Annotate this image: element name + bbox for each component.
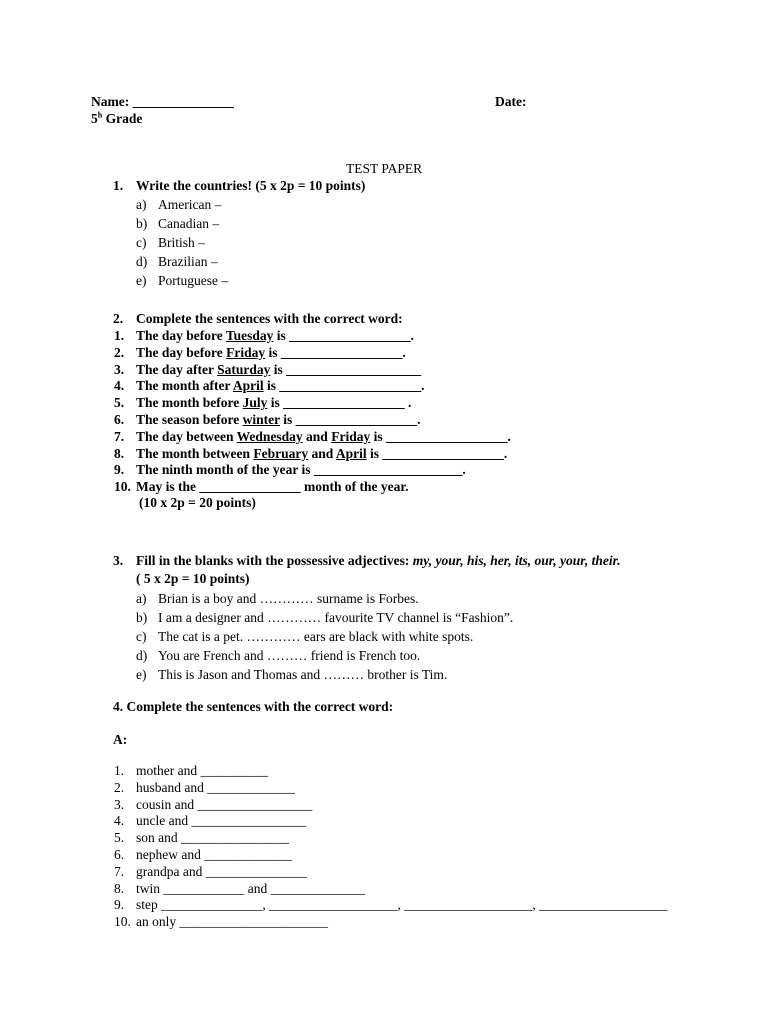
list-item: 10. an only ______________________ bbox=[114, 914, 328, 930]
section-1-list bbox=[136, 195, 229, 290]
list-item: e) Portuguese – bbox=[136, 273, 229, 288]
list-item: 2. The day before Friday is __________________. bbox=[114, 344, 406, 360]
list-item: d) Brazilian – bbox=[136, 254, 218, 269]
list-item: 7. The day between Wednesday and Friday is __________________. bbox=[114, 428, 511, 444]
list-item: b) Canadian – bbox=[136, 216, 220, 231]
list-item: 1. The day before Tuesday is __________________. bbox=[114, 328, 415, 343]
list-item: 5. son and ________________ bbox=[114, 830, 289, 846]
list-item: 8. twin ____________ and ______________ bbox=[114, 880, 366, 896]
list-item: a) American – bbox=[136, 197, 222, 212]
list-item: e) This is Jason and Thomas and ……… brother is Tim. bbox=[136, 667, 448, 682]
section-1-number: 1. bbox=[113, 178, 124, 193]
section-1-heading: Write the countries! (5 x 2p = 10 points) bbox=[136, 178, 366, 193]
section-4-sub-label: A: bbox=[113, 732, 128, 747]
list-item: 3. The day after Saturday is ____________________ bbox=[114, 361, 422, 377]
section-2-number: 2. bbox=[113, 311, 124, 326]
list-item: 10. May is the _______________ month of the year. bbox=[114, 479, 409, 495]
list-item: 4. The month after April is _____________________. bbox=[114, 378, 425, 394]
list-item: 6. nephew and _____________ bbox=[114, 846, 292, 862]
section-3-heading: Fill in the blanks with the possessive adjectives: my, your, his, her, its, our, your, their. bbox=[136, 553, 621, 568]
section-2-heading: Complete the sentences with the correct word: bbox=[136, 311, 403, 326]
list-item: 1. mother and __________ bbox=[114, 763, 268, 778]
list-item: a) Brian is a boy and ………… surname is Forbes. bbox=[136, 591, 419, 606]
list-item: 9. step _______________, ___________________, ___________________, ___________________ bbox=[114, 897, 668, 913]
list-item: 2. husband and _____________ bbox=[114, 779, 295, 795]
section-3-list bbox=[136, 589, 514, 684]
section-4-list bbox=[114, 763, 668, 931]
grade-label bbox=[91, 111, 142, 127]
section-3-number: 3. bbox=[113, 553, 124, 568]
list-item: 3. cousin and _________________ bbox=[114, 796, 313, 812]
list-item: 7. grandpa and _______________ bbox=[114, 863, 307, 879]
list-item: 5. The month before July is __________________ . bbox=[114, 395, 412, 411]
date-label: Date: bbox=[495, 94, 527, 109]
list-item: c) The cat is a pet. ………… ears are black with white spots. bbox=[136, 629, 474, 644]
section-2-list bbox=[114, 328, 511, 496]
grade-superscript: h bbox=[97, 110, 103, 120]
section-2-points: (10 x 2p = 20 points) bbox=[139, 495, 256, 510]
list-item: d) You are French and ……… friend is French too. bbox=[136, 648, 421, 663]
grade-number: 5 bbox=[91, 111, 98, 126]
list-item: 4. uncle and _________________ bbox=[114, 813, 307, 829]
section-3-points: ( 5 x 2p = 10 points) bbox=[136, 571, 250, 586]
list-item: 9. The ninth month of the year is ______________________. bbox=[114, 462, 466, 478]
list-item: 6. The season before winter is __________________. bbox=[114, 411, 421, 427]
name-line: Name: _______________ bbox=[91, 94, 234, 109]
list-item: c) British – bbox=[136, 235, 205, 250]
list-item: 8. The month between February and April is __________________. bbox=[114, 445, 508, 461]
list-item: b) I am a designer and ………… favourite TV channel is “Fashion”. bbox=[136, 610, 514, 625]
page-title: TEST PAPER bbox=[346, 161, 423, 176]
grade-word: Grade bbox=[102, 111, 143, 126]
section-4-heading: 4. Complete the sentences with the correct word: bbox=[113, 699, 394, 714]
